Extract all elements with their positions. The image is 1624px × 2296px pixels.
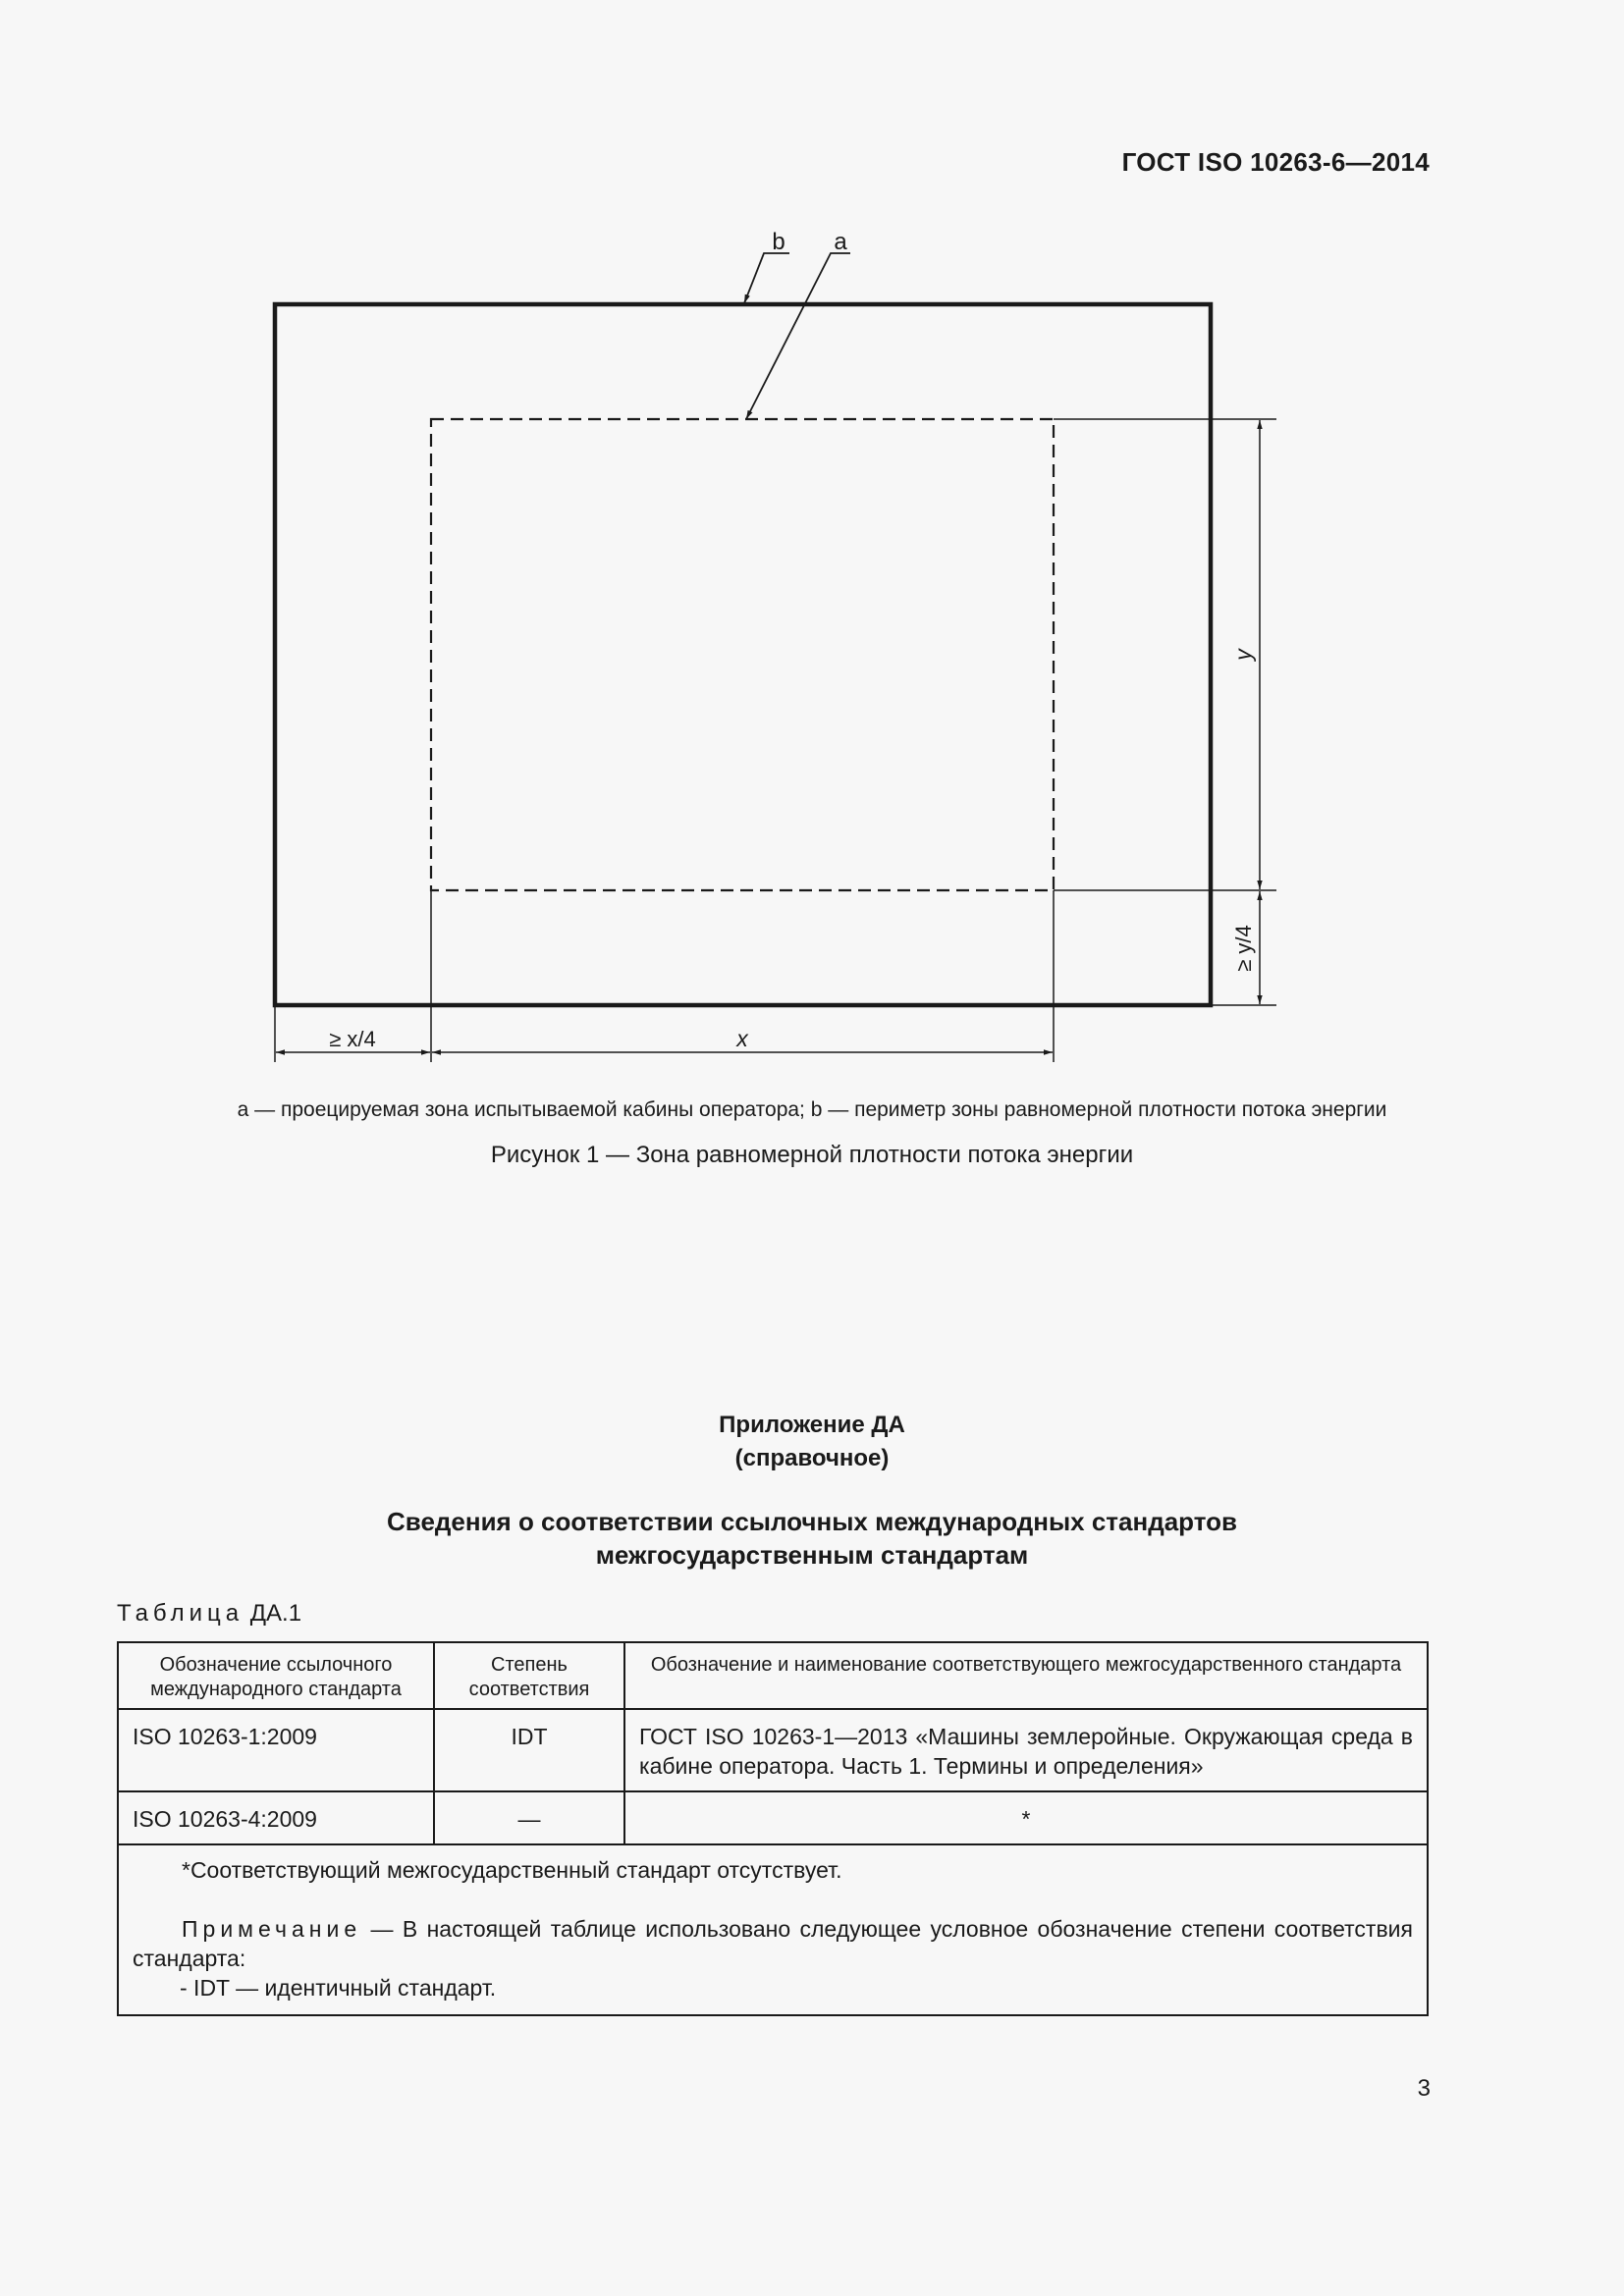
table-row: [118, 1791, 1428, 1844]
dimension-label-y4: ≥ y/4: [1231, 925, 1256, 972]
leader-line-a: [746, 253, 850, 419]
cell-degree: —: [434, 1791, 624, 1844]
cell-standard-name: *: [624, 1791, 1428, 1844]
cell-degree: IDT: [434, 1709, 624, 1791]
annex-subtitle: (справочное): [734, 1445, 890, 1471]
perimeter-zone-outline: [275, 304, 1211, 1005]
dimension-label-x4: ≥ x/4: [329, 1027, 376, 1051]
leader-line-b: [744, 253, 789, 303]
table-header-row: [118, 1642, 1428, 1709]
dimension-label-y: y: [1230, 649, 1256, 661]
projected-zone-outline: [431, 419, 1054, 890]
energy-zone-figure: [0, 0, 1624, 1090]
cell-ref: ISO 10263-4:2009: [118, 1791, 434, 1844]
table-row: [118, 1709, 1428, 1791]
header-interstate-standard: Обозначение и наименование соответствующего межгосударственного стандарта: [624, 1642, 1428, 1709]
note-list-item: - IDT — идентичный стандарт.: [180, 1975, 497, 2001]
note-label: Примечание: [182, 1916, 362, 1942]
correspondence-table: [117, 1641, 1429, 2016]
note-text: — В настоящей таблице использовано следующее условное обозначение степени соответствия стандарта:: [133, 1916, 1413, 1971]
table-note-row: [118, 1844, 1428, 2015]
dimension-label-x: x: [736, 1026, 748, 1051]
header-ref-standard: Обозначение ссылочного международного стандарта: [118, 1642, 434, 1709]
table-notes: [118, 1844, 1428, 2015]
table-label: [117, 1600, 301, 1628]
label-b: b: [772, 229, 785, 255]
figure-legend: а — проецируемая зона испытываемой кабины оператора; b — периметр зоны равномерной плотности потока энергии: [237, 1098, 1387, 1121]
table-footnote: *Соответствующий межгосударственный стандарт отсутствует.: [182, 1857, 842, 1883]
label-a: a: [834, 229, 847, 255]
cell-ref: ISO 10263-1:2009: [118, 1709, 434, 1791]
table-label-prefix: Таблица: [117, 1600, 244, 1627]
table-label-id: ДА.1: [249, 1600, 302, 1627]
page-number: 3: [1417, 2075, 1431, 2102]
cell-standard-name: ГОСТ ISO 10263-1—2013 «Машины землеройные. Окружающая среда в кабине оператора. Часть 1. Термины и определения»: [624, 1709, 1428, 1791]
figure-caption: Рисунок 1 — Зона равномерной плотности потока энергии: [490, 1142, 1134, 1168]
extension-lines: [275, 419, 1276, 1062]
table-note: [133, 1914, 1413, 1973]
annex-title: Приложение ДА: [719, 1412, 905, 1438]
document-code: ГОСТ ISO 10263-6—2014: [1121, 147, 1430, 177]
header-degree: Степень соответствия: [434, 1642, 624, 1709]
section-title: Сведения о соответствии ссылочных международных стандартов межгосударственным стандартам: [387, 1507, 1237, 1570]
